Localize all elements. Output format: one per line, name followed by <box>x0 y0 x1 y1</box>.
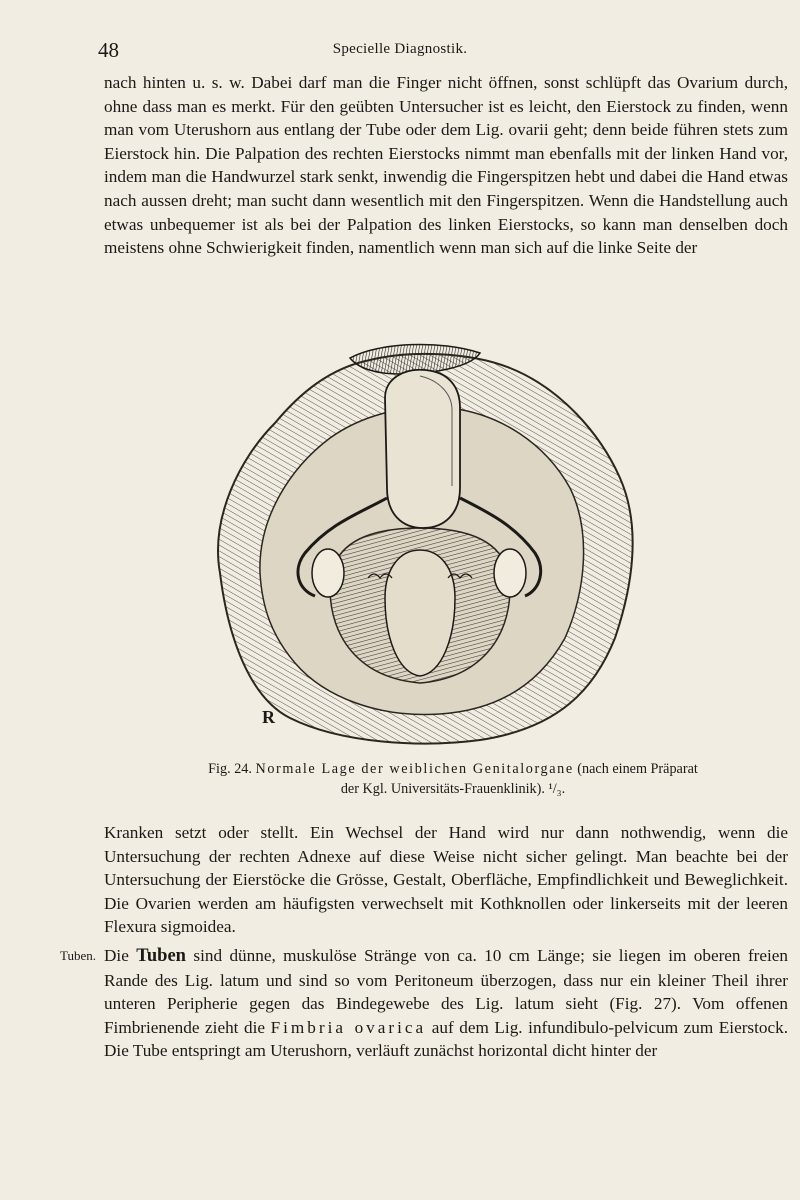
caption-fig-label: Fig. 24. <box>208 761 252 777</box>
running-head: Specielle Diagnostik. <box>332 41 468 57</box>
term-fimbria-ovarica: Fimbria ovarica <box>270 1017 427 1037</box>
paragraph-2: Kranken setzt oder stellt. Ein Wechsel der Hand wird nur dann nothwendig, wenn die Untersuchung der rechten Adnexe auf diese Weise nicht sicher gelingt. Man beachte bei der Untersuchung der Eierstöcke die Grösse, Gestalt, Oberfläche, Empfindlichkeit und Beweglichkeit. Die Ovarien werden am häufigsten verwechselt mit Kothknollen oder linkerseits mit der leeren Flexura sigmoidea. <box>104 823 788 937</box>
figure-caption <box>118 759 788 799</box>
anatomical-illustration <box>180 338 660 748</box>
page-number: 48 <box>98 38 119 62</box>
signature-letter: R <box>262 707 275 727</box>
para3-part2: auf dem Lig. infundibulo-pelvicum zum Eierstock. Die Tube entspringt am Uterushorn, verläuft zunächst horizontal dicht hinter der <box>104 1017 789 1061</box>
caption-source-line1: (nach einem Präparat <box>577 761 698 777</box>
paragraph-3 <box>104 944 788 1063</box>
page-header <box>0 38 800 68</box>
caption-title: Normale Lage der weiblichen Genitalorgane <box>255 761 574 777</box>
para3-part1: sind dünne, muskulöse Stränge von ca. 10 cm Länge; sie liegen im oberen freien Rande des Lig. latum und sind so vom Peritoneum überzogen, dass nur ein kleiner Theil ihrer unteren Peripherie gegen das Bindegewebe des Lig. latum sieht (Fig. 27). Vom offenen Fimbrienende zieht die <box>104 946 789 1037</box>
uterus <box>385 370 460 528</box>
para3-lead: Die <box>104 946 129 965</box>
right-ovary <box>494 549 526 597</box>
paragraph-1: nach hinten u. s. w. Dabei darf man die Finger nicht öffnen, sonst schlüpft das Ovarium durch, ohne dass man es merkt. Für den geübten Untersucher ist es leicht, den Eierstock zu finden, wenn man vom Uterushorn aus entlang der Tube oder dem Lig. ovarii geht; denn beide führen stets zum Eierstock hin. Die Palpation des rechten Eierstocks nimmt man ebenfalls mit der linken Hand vor, indem man die Handwurzel stark senkt, inwendig die Fingerspitzen hebt und dabei die Hand etwas nach aussen dreht; man sucht dann wesentlich mit den Fingerspitzen. Wenn die Handstellung auch etwas unbequemer ist als bei der Palpation des linken Eierstocks, so kann man denselben doch meistens ohne Schwierigkeit finden, namentlich wenn man sich auf die linke Seite der <box>104 73 788 258</box>
caption-source-line2: der Kgl. Universitäts-Frauenklinik). <box>340 781 545 797</box>
left-ovary <box>312 549 344 597</box>
caption-scale: ¹/₃. <box>548 781 566 797</box>
term-tuben: Tuben <box>136 946 186 966</box>
margin-note: Tuben. <box>60 948 97 963</box>
